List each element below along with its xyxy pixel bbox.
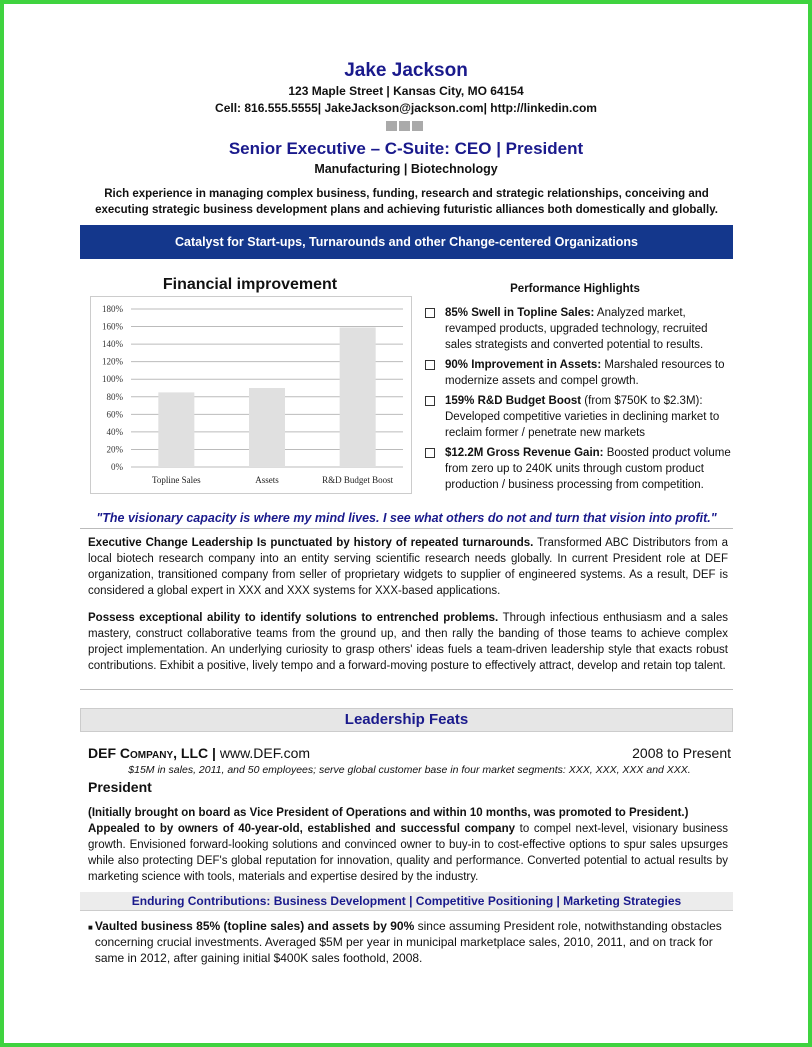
checkbox-icon (425, 448, 435, 458)
contact-line: Cell: 816.555.5555| JakeJackson@jackson.com| http://linkedin.com (215, 101, 597, 115)
y-tick-label: 120% (102, 356, 123, 367)
checkbox-icon (425, 360, 435, 370)
job-dates: 2008 to Present (632, 745, 731, 761)
bullet-bold: Vaulted business 85% (topline sales) and assets by 90% (94, 919, 415, 933)
checkbox-icon (425, 308, 435, 318)
highlight-text: Marshaled resources to modernize assets and compel growth. (445, 359, 725, 387)
highlight-item (425, 445, 735, 493)
paragraph-lead: Appealed to by owners of 40-year-old, established and successful company (88, 823, 515, 835)
y-tick-label: 0% (111, 462, 123, 472)
bullet-item (88, 918, 728, 966)
highlight-text: Boosted product volume from zero up to 240K units through custom product production / business processing from competition. (445, 447, 731, 491)
divider (80, 689, 733, 690)
company-name: DEF Company, LLC | (88, 745, 216, 761)
role-title: President (88, 779, 152, 795)
paragraph-text: Through infectious enthusiasm and a sales mastery, construct collaborative teams from the ground up, and then rally the banding of those teams to achieve complex project implementation. An underlying curiosity to grasp others' ideas fuels a team-driven leadership style that exacts robust contributions. Exhibit a positive, lively tempo and a forward-moving posture to effectively attract, develop and retain top talent. (88, 612, 729, 672)
x-tick-label: Topline Sales (152, 475, 201, 485)
chart-title: Financial improvement (162, 276, 338, 293)
highlight-item (425, 393, 735, 441)
promotion-note: (Initially brought on board as Vice President of Operations and within 10 months, was promoted to President.) (88, 807, 689, 819)
highlight-bold: 85% Swell in Topline Sales: (445, 307, 595, 319)
y-tick-label: 80% (106, 391, 123, 402)
bar (158, 392, 194, 467)
divider (80, 528, 733, 529)
paragraph-text: Transformed ABC Distributors from a local biotech research company into an entity serving scientific research needs globally. In current President role at DEF organization, transitioned company from seller of proprietary widgets to supplier of engineered systems. As a result, DEF is considered a global expert in XXX and XXX systems for XXX-based applications. (88, 537, 728, 597)
company-description: $15M in sales, 2011, and 50 employees; serve global customer base in four market segments: XXX, XXX, XXX and XXX. (128, 764, 691, 776)
summary: Rich experience in managing complex business, funding, research and strategic relationships, conceiving and executing strategic business development plans and achieving futuristic alliances both domestically and globally. (95, 188, 718, 216)
y-tick-label: 60% (106, 409, 123, 420)
section-title: Leadership Feats (80, 708, 733, 732)
bar-chart (90, 296, 412, 494)
divider-ornament (386, 121, 423, 131)
candidate-name: Jake Jackson (344, 60, 468, 81)
highlight-bold: 90% Improvement in Assets: (445, 359, 602, 371)
highlight-text: (from $750K to $2.3M): Developed competitive varieties in declining market to reclaim former / penetrate new markets (445, 395, 720, 439)
x-tick-label: R&D Budget Boost (322, 475, 394, 485)
y-tick-label: 140% (102, 339, 123, 350)
highlight-item (425, 357, 735, 389)
contributions-title: Enduring Contributions: Business Development | Competitive Positioning | Marketing Strategies (80, 892, 733, 911)
highlights-title: Performance Highlights (510, 283, 640, 295)
paragraph-lead: Executive Change Leadership Is punctuated by history of repeated turnarounds. (88, 537, 534, 549)
paragraph-text: to compel next-level, visionary business growth. Envisioned forward-looking solutions and convinced owner to buy-in to cost-effective options to spur sales upsurges while also protecting DEF's global reputation for innovation, quality and performance. Converted potential to actual results by marketing science with tools, materials and expertise desired by the industry. (88, 823, 728, 883)
paragraph (88, 610, 728, 674)
job-title: Senior Executive – C-Suite: CEO | President (228, 139, 584, 158)
quote: "The visionary capacity is where my mind lives. I see what others do not and turn that vision into profit." (96, 511, 717, 525)
y-tick-label: 100% (102, 374, 123, 385)
y-tick-label: 40% (106, 426, 123, 437)
checkbox-icon (425, 396, 435, 406)
y-tick-label: 180% (102, 304, 123, 314)
highlight-bold: $12.2M Gross Revenue Gain: (445, 447, 604, 459)
address: 123 Maple Street | Kansas City, MO 64154 (288, 84, 524, 98)
x-tick-label: Assets (255, 475, 279, 485)
highlight-item (425, 305, 735, 353)
highlight-text: Analyzed market, revamped products, upgraded technology, recruited sales strategists and converted potential to results. (445, 307, 708, 351)
industry: Manufacturing | Biotechnology (314, 162, 498, 176)
banner: Catalyst for Start-ups, Turnarounds and other Change-centered Organizations (80, 225, 733, 259)
highlights-list (425, 305, 735, 497)
y-tick-label: 160% (102, 321, 123, 332)
bar (249, 388, 285, 467)
bullet-text: since assuming President role, notwithstanding obstacles concerning crucial investments. Averaged $5M per year in municipal marketplace sales, 2010, 2011, and on track for same in 2012, after gaining initial $400K sales foothold, 2008. (94, 919, 722, 965)
paragraph (88, 535, 728, 599)
y-tick-label: 20% (106, 444, 123, 455)
company-line (88, 745, 731, 761)
paragraph-lead: Possess exceptional ability to identify solutions to entrenched problems. (88, 612, 499, 624)
bullet-icon: ■ (88, 923, 93, 932)
bar (340, 327, 376, 467)
company-site: www.DEF.com (215, 745, 311, 761)
job-paragraph (88, 821, 728, 885)
highlight-bold: 159% R&D Budget Boost (445, 395, 582, 407)
